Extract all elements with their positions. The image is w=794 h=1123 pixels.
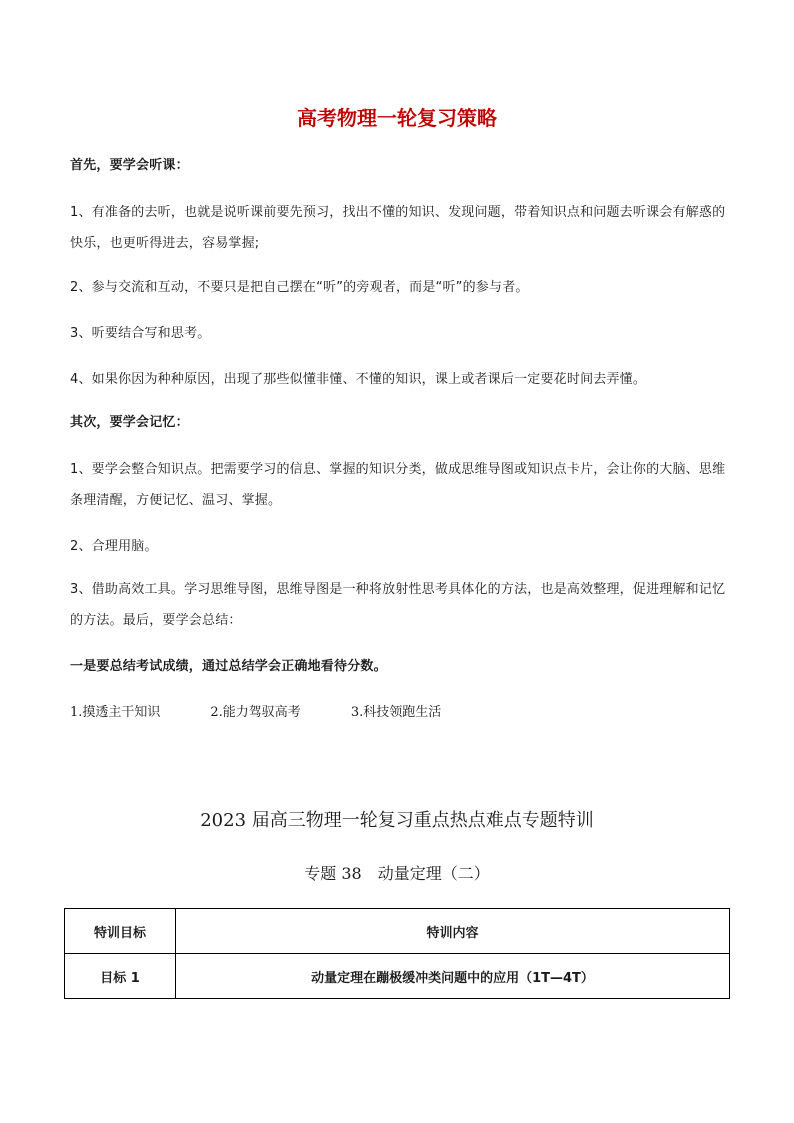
- section1-item-3: 3、听要结合写和思考。: [70, 326, 211, 341]
- topic-title: 专题 38 动量定理（二）: [304, 864, 490, 883]
- section2-heading: 其次，要学会记忆：: [70, 415, 189, 430]
- section2-item-2: 2、合理用脑。: [70, 539, 158, 554]
- section1-item-1: 1、有准备的去听，也就是说听课前要先预习，找出不懂的知识、发现问题，带着知识点和问题去听课会有解惑的快乐，也更听得进去，容易掌握;: [70, 205, 726, 251]
- summary-bold: 一是要总结考试成绩，通过总结学会正确地看待分数。: [70, 659, 387, 674]
- table-cell: 目标 1: [65, 954, 176, 999]
- section2-item-1: 1、要学会整合知识点。把需要学习的信息、掌握的知识分类，做成思维导图或知识点卡片，会让你的大脑、思维条理清醒，方便记忆、温习、掌握。: [70, 462, 726, 508]
- keypoint-3: 3.科技领跑生活: [350, 705, 442, 720]
- doc-subtitle: 2023 届高三物理一轮复习重点热点难点专题特训: [200, 810, 594, 831]
- section2-item-3: 3、借助高效工具。学习思维导图，思维导图是一种将放射性思考具体化的方法，也是高效整理，促进理解和记忆的方法。最后，要学会总结：: [70, 582, 726, 628]
- section1-heading: 首先，要学会听课：: [70, 158, 189, 173]
- table-row: [65, 954, 730, 999]
- table-cell: 动量定理在蹦极缓冲类问题中的应用（1T—4T）: [176, 954, 730, 999]
- training-table: [64, 908, 730, 999]
- section1-item-4: 4、如果你因为种种原因，出现了那些似懂非懂、不懂的知识，课上或者课后一定要花时间去弄懂。: [70, 372, 647, 387]
- section1-item-2: 2、参与交流和互动，不要只是把自己摆在“听”的旁观者，而是“听”的参与者。: [70, 280, 529, 295]
- keypoint-2: 2.能力驾驭高考: [210, 705, 301, 720]
- table-header-row: [65, 909, 730, 954]
- keypoints-row: [70, 697, 491, 728]
- table-header-cell: 特训内容: [176, 909, 730, 954]
- table-header-cell: 特训目标: [65, 909, 176, 954]
- keypoint-1: 1.摸透主干知识: [70, 705, 161, 720]
- doc-title: 高考物理一轮复习策略: [297, 106, 497, 130]
